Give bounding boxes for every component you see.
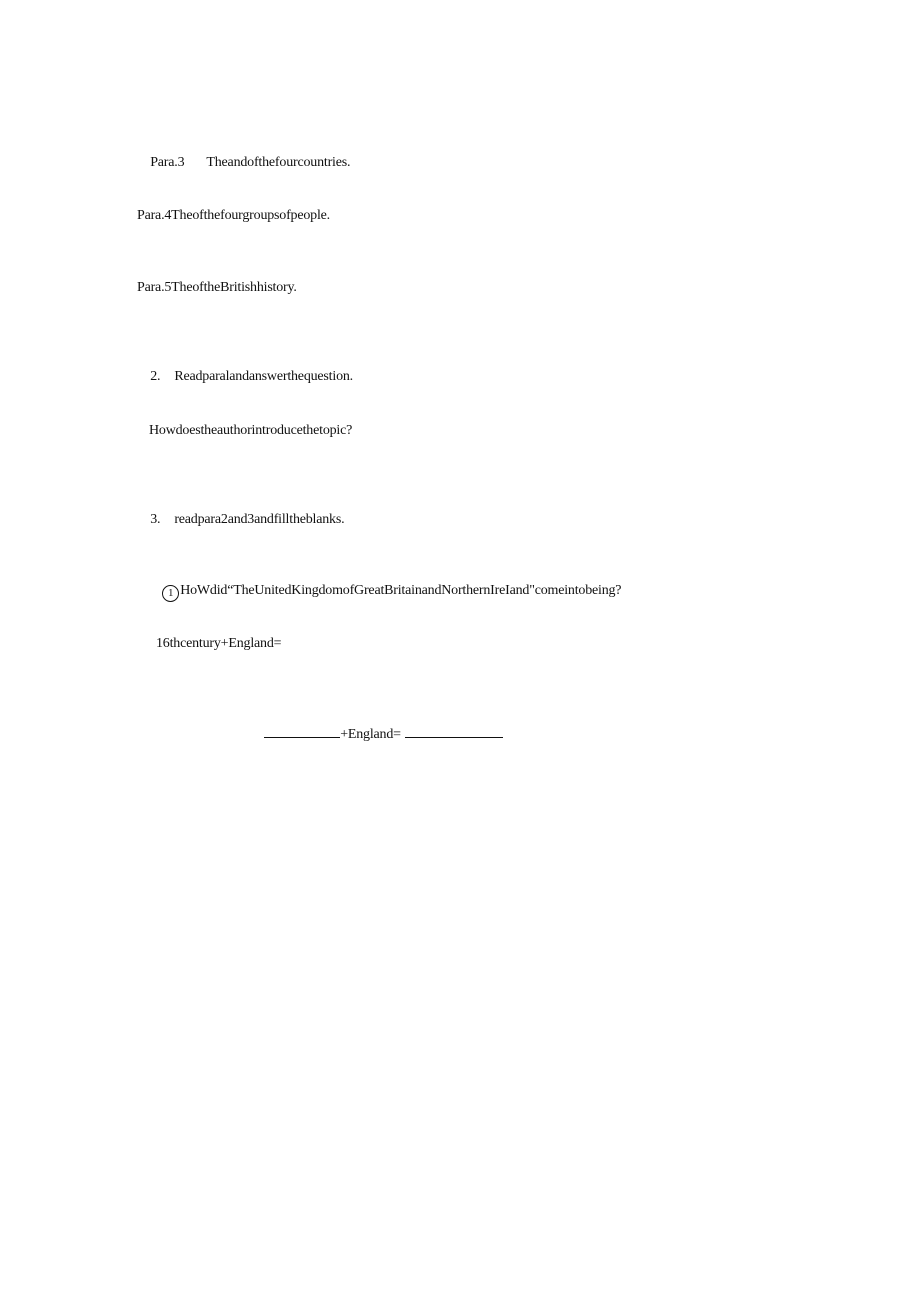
subquestion-line [149,564,621,620]
para4-line: Para.4Theofthefourgroupsofpeople. [137,208,330,223]
answer-blank-1[interactable] [264,725,340,738]
task2-text: Readparalandanswerthequestion. [174,369,353,384]
equation2-text: +England= [340,727,401,742]
equation1-line: 16thcentury+England= [156,636,282,651]
circled-number-marker: 1 [162,585,179,602]
para5-line: Para.5TheoftheBritishhistory. [137,280,297,295]
subquestion-text: HoWdid“TheUnitedKingdomofGreatBritainandNorthernIreIand"comeintobeing? [180,583,622,598]
para3-label: Para.3 [150,155,185,170]
task2-number: 2. [150,369,161,384]
para3-line [137,136,350,190]
task3-text: readpara2and3andfilltheblanks. [174,512,345,527]
para3-text: Theandofthefourcountries. [206,155,351,170]
task2-line [137,350,353,404]
question-line: Howdoestheauthorintroducethetopic? [149,423,353,438]
task3-number: 3. [150,512,161,527]
equation2-line [251,707,503,762]
task3-line [137,493,344,547]
answer-blank-2[interactable] [405,725,503,738]
